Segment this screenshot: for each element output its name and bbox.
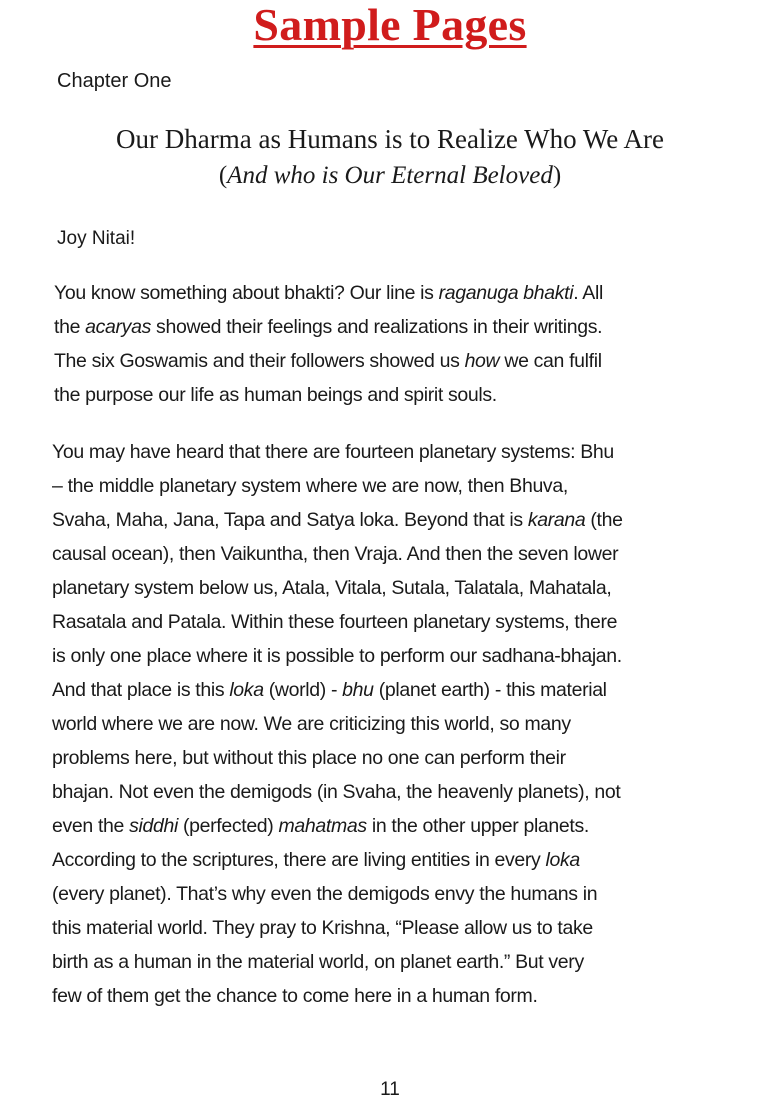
paragraph-1 (54, 276, 603, 412)
text-line (54, 378, 603, 412)
subtitle-open-paren: ( (218, 162, 228, 189)
text-line (52, 707, 623, 741)
text-run: this material world. They pray to Krishna, “Please allow us to take (52, 917, 593, 939)
text-run: in the other upper planets. (366, 815, 589, 837)
text-line (52, 877, 623, 911)
text-run: You may have heard that there are fourteen planetary systems: Bhu (52, 441, 614, 463)
text-run: – the middle planetary system where we are now, then Bhuva, (52, 475, 568, 497)
text-run: world where we are now. We are criticizing this world, so many (52, 713, 571, 735)
italic-term: mahatmas (278, 815, 367, 837)
italic-term: how (464, 350, 500, 372)
text-line (52, 673, 623, 707)
text-run: planetary system below us, Atala, Vitala, Sutala, Talatala, Mahatala, (52, 577, 612, 599)
text-line (54, 276, 603, 310)
text-run: (the (585, 509, 623, 531)
text-run: even the (52, 815, 130, 837)
text-run: Svaha, Maha, Jana, Tapa and Satya loka. Beyond that is (52, 509, 528, 531)
text-line (54, 310, 603, 344)
text-line (52, 741, 623, 775)
text-run: (planet earth) - this material (373, 679, 607, 701)
text-run: is only one place where it is possible to perform our sadhana-bhajan. (52, 645, 622, 667)
text-line (52, 945, 623, 979)
text-run: the (54, 316, 86, 338)
text-line (52, 605, 623, 639)
text-line (52, 435, 623, 469)
text-line (52, 503, 623, 537)
italic-term: bhu (342, 679, 374, 701)
text-line (52, 537, 623, 571)
text-run: (every planet). That’s why even the demigods envy the humans in (52, 883, 598, 905)
text-run: Rasatala and Patala. Within these fourteen planetary systems, there (52, 611, 618, 633)
text-line (52, 639, 623, 673)
text-line (52, 775, 623, 809)
paragraph-2 (52, 435, 623, 1013)
text-run: (world) - (263, 679, 343, 701)
italic-term: raganuga bhakti (438, 282, 574, 304)
italic-term: siddhi (129, 815, 178, 837)
text-line (52, 809, 623, 843)
text-line (52, 843, 623, 877)
text-run: You know something about bhakti? Our line is (54, 282, 439, 304)
text-line (52, 911, 623, 945)
greeting: Joy Nitai! (57, 228, 136, 249)
text-run: few of them get the chance to come here in a human form. (52, 985, 538, 1007)
banner-label: Sample Pages (253, 0, 527, 50)
italic-term: loka (229, 679, 264, 701)
italic-term: acaryas (85, 316, 151, 338)
chapter-label: Chapter One (57, 70, 172, 92)
text-run: the purpose our life as human beings and spirit souls. (54, 384, 497, 406)
chapter-title: Our Dharma as Humans is to Realize Who We Are (116, 124, 664, 154)
text-run: birth as a human in the material world, on planet earth.” But very (52, 951, 584, 973)
text-run: According to the scriptures, there are living entities in every (52, 849, 546, 871)
text-run: The six Goswamis and their followers showed us (54, 350, 465, 372)
italic-term: loka (545, 849, 580, 871)
text-run: causal ocean), then Vaikuntha, then Vraja. And then the seven lower (52, 543, 619, 565)
sample-pages-banner (0, 0, 780, 51)
subtitle-close-paren: ) (552, 162, 562, 189)
text-line (52, 979, 623, 1013)
text-run: showed their feelings and realizations in their writings. (150, 316, 603, 338)
text-run: And that place is this (52, 679, 230, 701)
text-run: we can fulfil (499, 350, 602, 372)
italic-term: karana (527, 509, 586, 531)
text-line (52, 571, 623, 605)
text-run: (perfected) (177, 815, 279, 837)
subtitle-text: And who is Our Eternal Beloved (227, 162, 553, 189)
chapter-subtitle (0, 162, 780, 190)
text-run: problems here, but without this place no one can perform their (52, 747, 566, 769)
text-line (54, 344, 603, 378)
text-run: . All (573, 282, 603, 304)
page-number: 11 (380, 1079, 400, 1100)
text-line (52, 469, 623, 503)
text-run: bhajan. Not even the demigods (in Svaha, the heavenly planets), not (52, 781, 621, 803)
